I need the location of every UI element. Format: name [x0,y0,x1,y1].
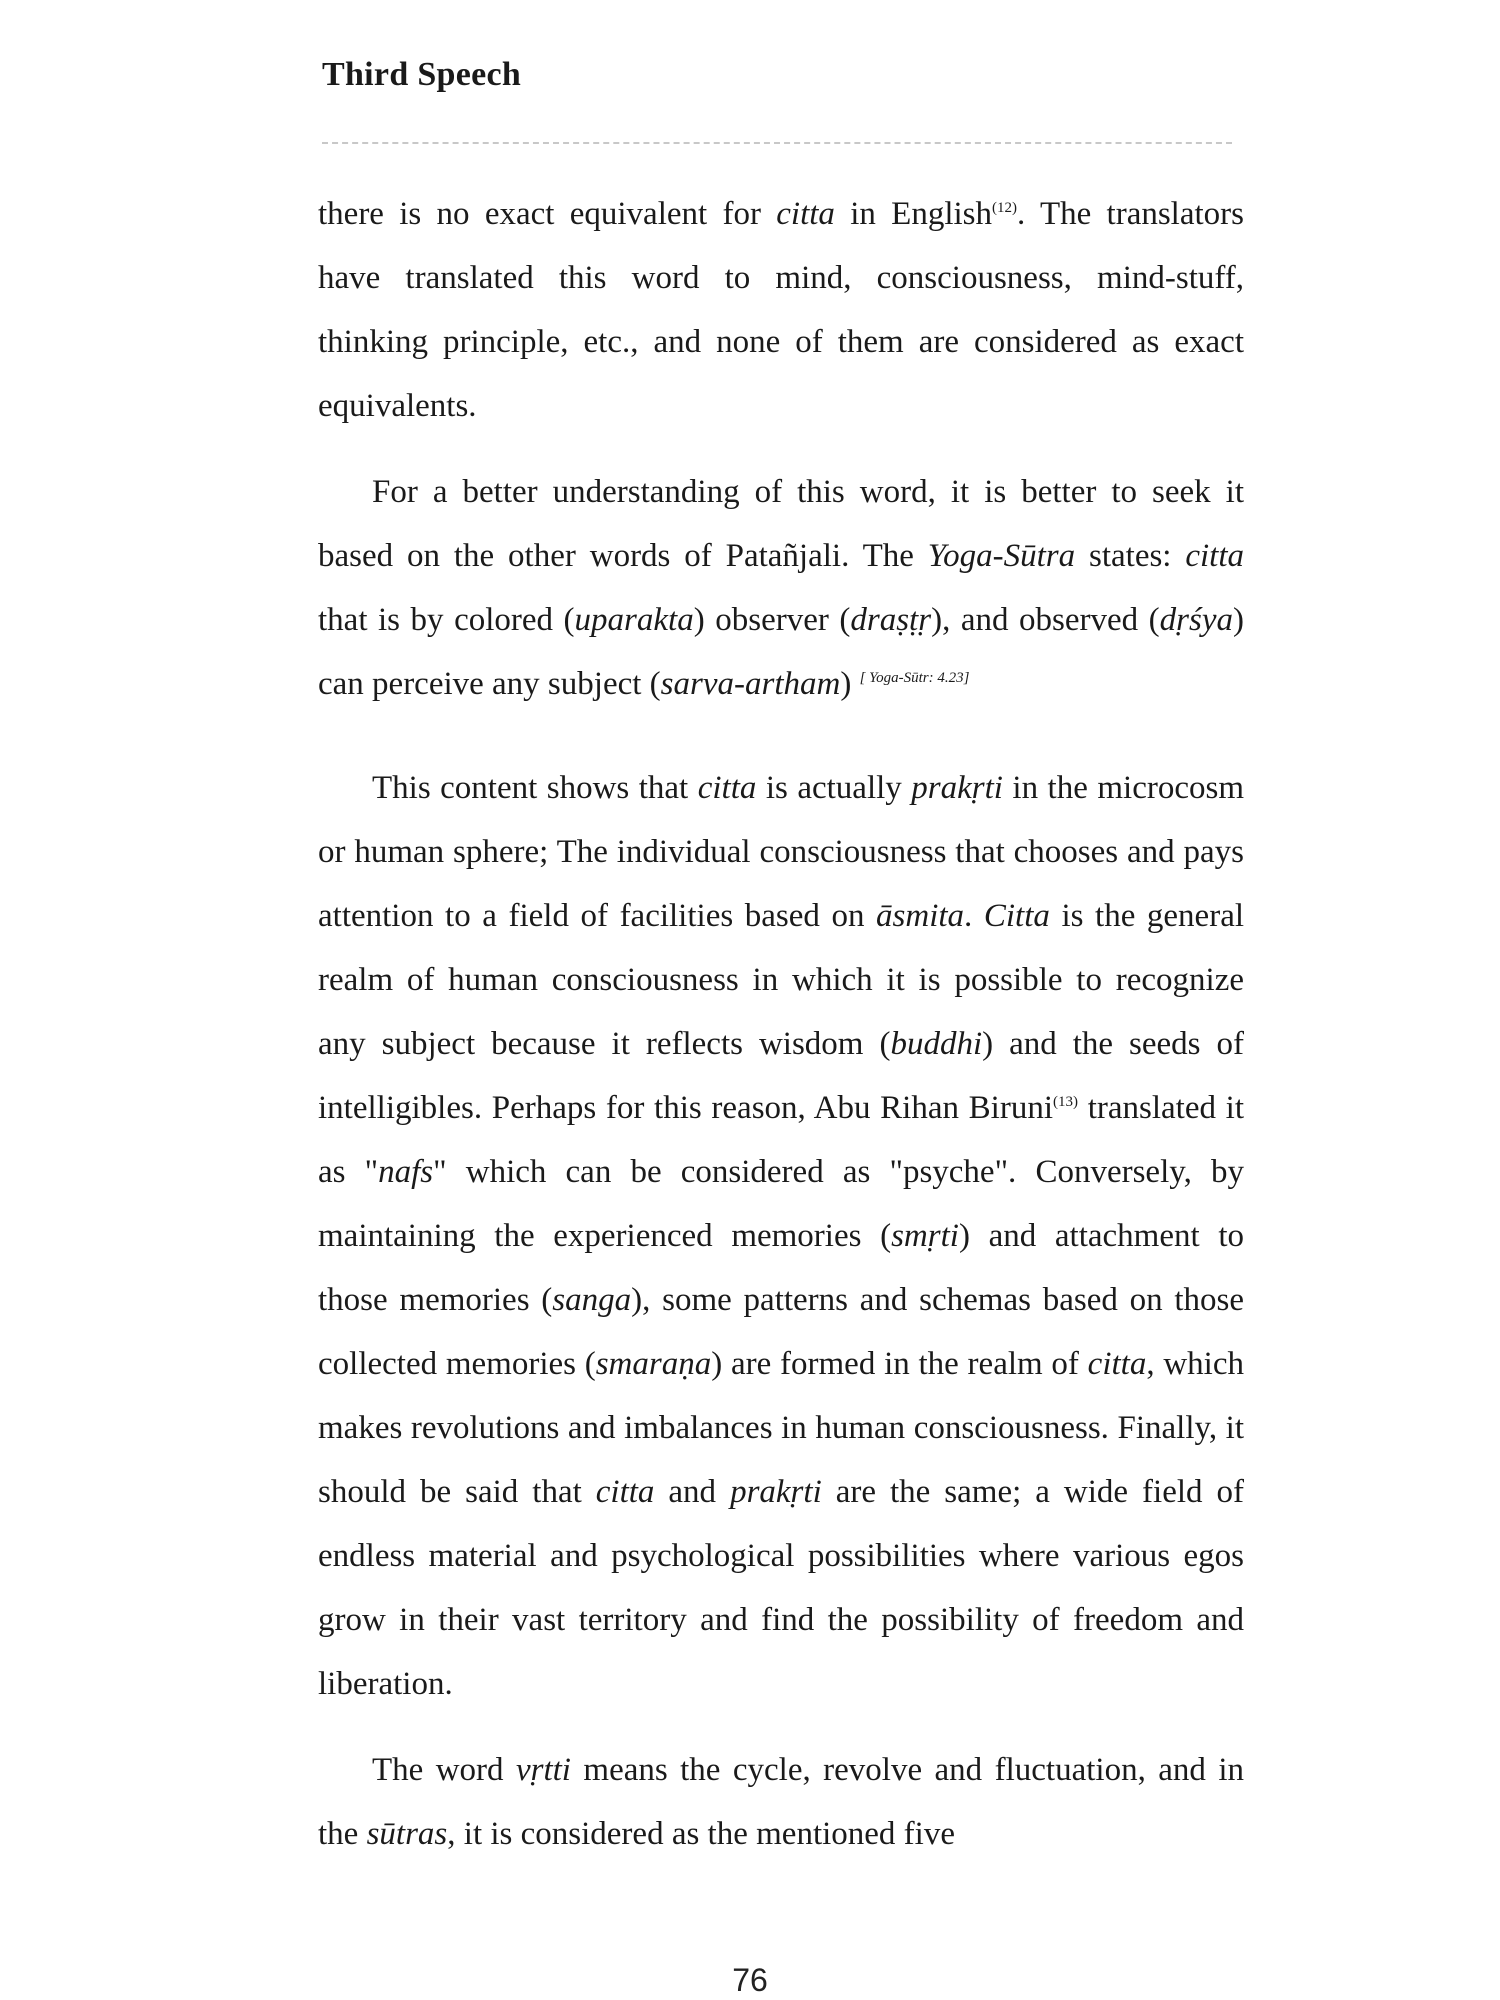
paragraph-4: The word vṛtti means the cycle, revolve and fluctuation, and in the sūtras, it is considered as the mentioned five [318,1752,1244,1852]
paragraph-3: This content shows that citta is actually prakṛti in the microcosm or human sphere; The individual consciousness that chooses and pays attention to a field of facilities based on āsmita. Citta is the general realm of human consciousness in which it is possible to recognize any subject because it reflects wisdom (buddhi) and the seeds of intelligibles. Perhaps for this reason, Abu Rihan Biruni$^{(13)}$ translated it as "nafs" which can be considered as "psyche". Conversely, by maintaining the experienced memories (smṛti) and attachment to those memories (sanga), some patterns and schemas based on those collected memories (smaraṇa) are formed in the realm of citta, which makes revolutions and imbalances in human consciousness. Finally, it should be said that citta and prakṛti are the same; a wide field of endless material and psychological possibilities where various egos grow in their vast territory and find the possibility of freedom and liberation. [318,770,1245,1702]
citation-yoga-sutra: [ Yoga-Sūtr: 4.23] [859,670,970,686]
running-header: Third Speech [322,56,522,93]
paragraph-2: For a better understanding of this word, it is better to seek it based on the other words of Patañjali. The Yoga-Sūtra states: citta that is by colored (uparakta) observer (draṣṭṛ), and observed (dṛśya) can perceive any subject (sarva-artham) [ Yoga-Sūtr: 4.23] [318,474,1245,702]
header-divider [322,142,1232,144]
footnote-ref-12: (12) [992,200,1017,216]
page-number: 76 [732,1962,768,1998]
paragraph-1: there is no exact equivalent for citta in English$^{(12)}$. The translators have translated this word to mind, consciousness, mind-stuff, thinking principle, etc., and none of them are considered as exact equivalents. [318,196,1245,424]
page-body [318,182,1244,1866]
footnote-ref-13: (13) [1053,1094,1079,1110]
